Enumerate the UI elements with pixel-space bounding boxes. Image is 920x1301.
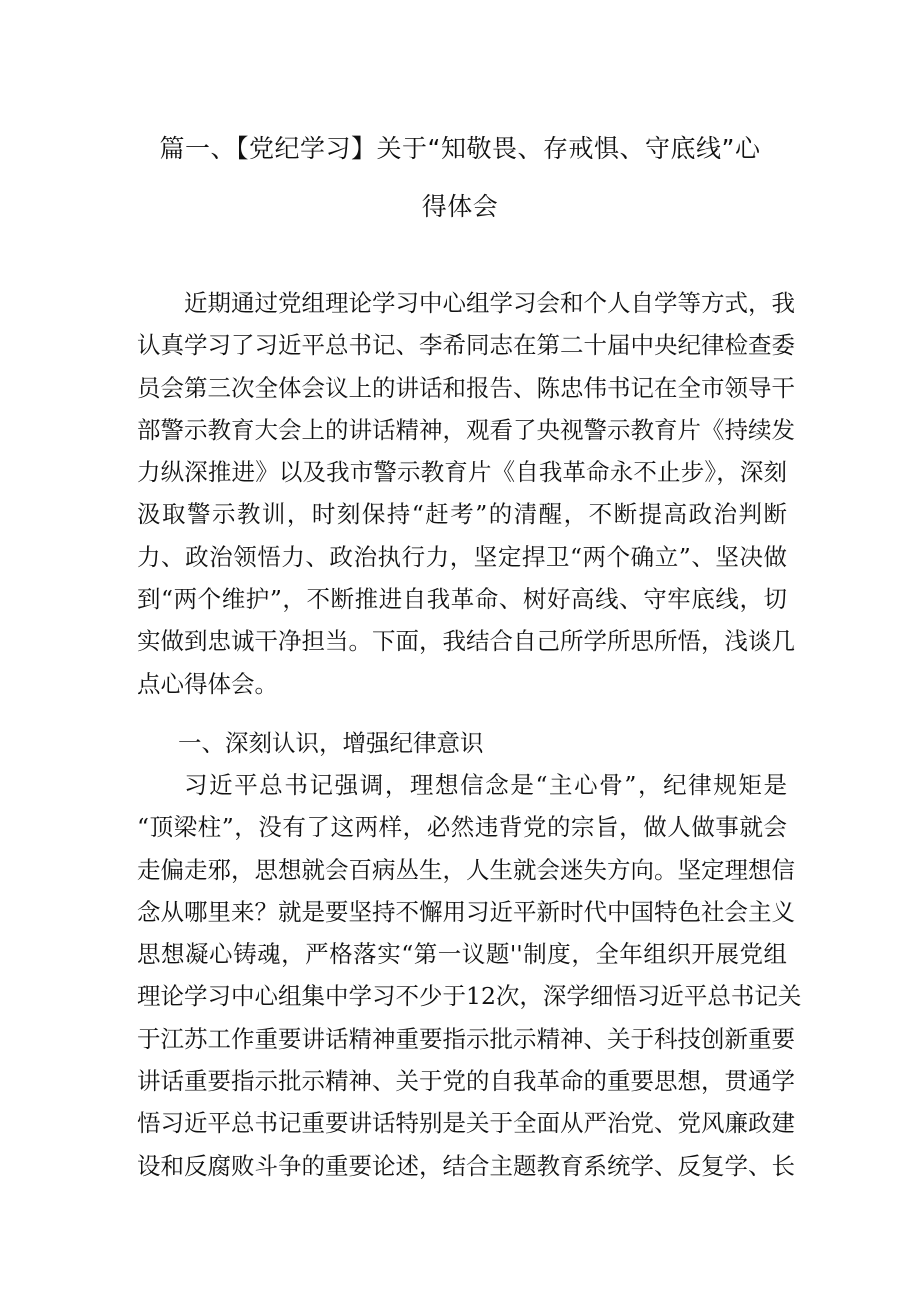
paragraph-line: 到“两个维护”，不断推进自我革命、树好高线、守牢底线，切 xyxy=(137,585,787,614)
paragraph-line: 理论学习中心组集中学习不少于12次，深学细悟习近平总书记关 xyxy=(137,982,802,1011)
paragraph-line: 念从哪里来？就是要坚持不懈用习近平新时代中国特色社会主义 xyxy=(137,897,795,926)
paragraph-line: 点心得体会。 xyxy=(137,669,278,698)
paragraph-line: 近期通过党组理论学习中心组学习会和个人自学等方式，我 xyxy=(184,289,795,317)
paragraph-line: 力纵深推进》以及我市警示教育片《自我革命永不止步》，深刻 xyxy=(137,458,787,487)
document-title-line-2: 得体会 xyxy=(421,192,499,221)
paragraph-intro xyxy=(137,282,795,705)
paragraph-line: 设和反腐败斗争的重要论述，结合主题教育系统学、反复学、长 xyxy=(137,1151,795,1180)
paragraph-line: 员会第三次全体会议上的讲话和报告、陈忠伟书记在全市领导干 xyxy=(137,373,795,402)
paragraph-line: 实做到忠诚干净担当。下面，我结合自己所学所思所悟，浅谈几 xyxy=(137,627,795,656)
paragraph-line: 于江苏工作重要讲话精神重要指示批示精神、关于科技创新重要 xyxy=(137,1024,795,1053)
paragraph-line: 悟习近平总书记重要讲话特别是关于全面从严治党、党风廉政建 xyxy=(137,1109,795,1138)
paragraph-line: 认真学习了习近平总书记、李希同志在第二十届中央纪律检查委 xyxy=(137,331,795,360)
paragraph-line: 走偏走邪，思想就会百病丛生，人生就会迷失方向。坚定理想信 xyxy=(137,855,795,884)
paragraph-line: 讲话重要指示批示精神、关于党的自我革命的重要思想，贯通学 xyxy=(137,1067,795,1096)
paragraph-line: 汲取警示教训，时刻保持“赶考”的清醒，不断提高政治判断 xyxy=(137,500,787,529)
section-heading-1: 一、深刻认识，增强纪律意识 xyxy=(178,729,484,757)
paragraph-section-1 xyxy=(137,764,802,1187)
document-title-line-1: 篇一、【党纪学习】关于“知敬畏、存戒惧、守底线”心 xyxy=(159,134,761,163)
paragraph-line: 思想凝心铸魂，严格落实“第一议题''制度，全年组织开展党组 xyxy=(137,940,787,969)
paragraph-line: 力、政治领悟力、政治执行力，坚定捍卫“两个确立”、坚决做 xyxy=(137,542,787,571)
paragraph-line: “顶梁柱”，没有了这两样，必然违背党的宗旨，做人做事就会 xyxy=(137,813,787,842)
paragraph-line: 习近平总书记强调，理想信念是“主心骨”，纪律规矩是 xyxy=(184,771,787,799)
paragraph-line: 部警示教育大会上的讲话精神，观看了央视警示教育片《持续发 xyxy=(137,415,795,444)
